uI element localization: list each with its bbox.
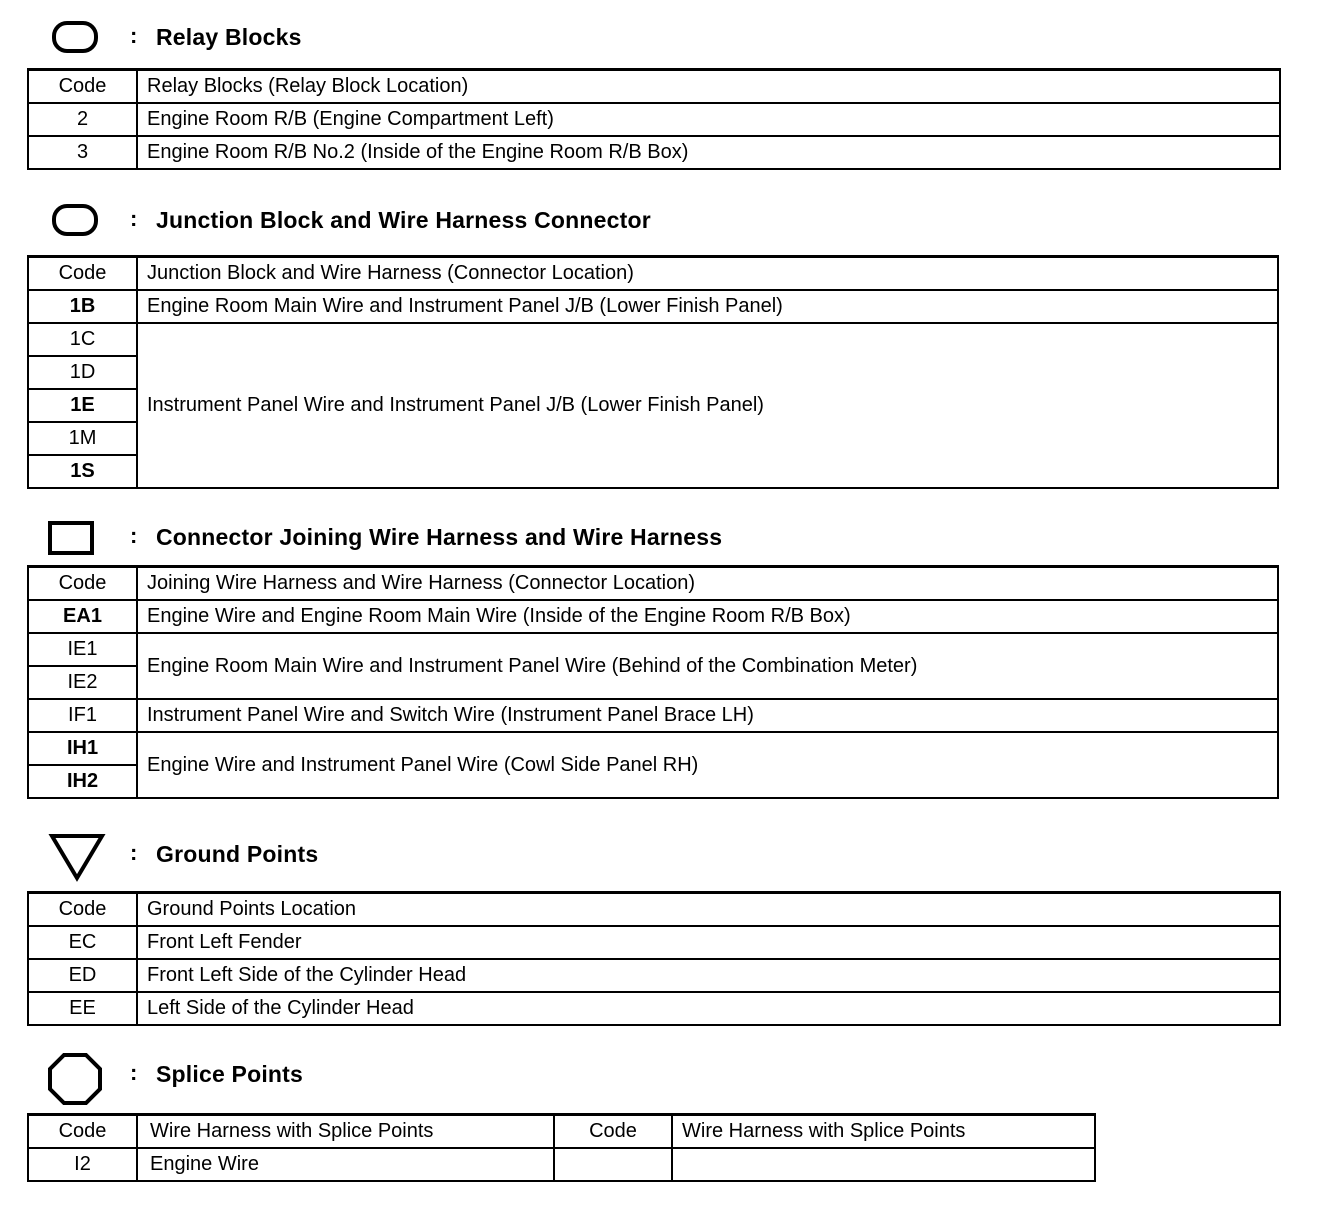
header-description: Relay Blocks (Relay Block Location) bbox=[137, 70, 1280, 104]
table-row bbox=[28, 1148, 1095, 1181]
rounded-rect-icon bbox=[52, 204, 98, 236]
row-description-2 bbox=[672, 1148, 1095, 1181]
table-header-row bbox=[28, 1115, 1095, 1149]
row-description: Engine Wire and Instrument Panel Wire (Cowl Side Panel RH) bbox=[137, 732, 1278, 798]
row-code: IH2 bbox=[28, 765, 137, 798]
header-code: Code bbox=[28, 70, 137, 104]
row-code: IH1 bbox=[28, 732, 137, 765]
rounded-rect-icon bbox=[52, 21, 98, 53]
header-description: Junction Block and Wire Harness (Connector Location) bbox=[137, 257, 1278, 291]
table-row bbox=[28, 732, 1278, 765]
row-description: Left Side of the Cylinder Head bbox=[137, 992, 1280, 1025]
row-code: 1B bbox=[28, 290, 137, 323]
section-heading-junction-block bbox=[0, 200, 900, 240]
header-description: Wire Harness with Splice Points bbox=[137, 1115, 554, 1149]
header-description-2: Wire Harness with Splice Points bbox=[672, 1115, 1095, 1149]
relay-blocks-table bbox=[27, 68, 1281, 170]
triangle-down-icon bbox=[48, 832, 106, 882]
section-title: Junction Block and Wire Harness Connector bbox=[156, 207, 651, 233]
square-icon bbox=[48, 521, 94, 555]
row-code: I2 bbox=[28, 1148, 137, 1181]
section-title: Relay Blocks bbox=[156, 24, 302, 50]
row-code: 1C bbox=[28, 323, 137, 356]
table-row bbox=[28, 103, 1280, 136]
table-row bbox=[28, 926, 1280, 959]
section-heading-relay-blocks bbox=[0, 17, 900, 57]
row-code: EE bbox=[28, 992, 137, 1025]
table-header-row bbox=[28, 70, 1280, 104]
table-row bbox=[28, 600, 1278, 633]
heading-colon: : bbox=[130, 206, 138, 231]
heading-colon: : bbox=[130, 23, 138, 48]
row-code: 1D bbox=[28, 356, 137, 389]
splice-points-table bbox=[27, 1113, 1096, 1182]
table-row bbox=[28, 290, 1278, 323]
heading-colon: : bbox=[130, 840, 138, 865]
row-code-2 bbox=[554, 1148, 672, 1181]
row-code: IE2 bbox=[28, 666, 137, 699]
section-title: Splice Points bbox=[156, 1061, 304, 1087]
row-code: ED bbox=[28, 959, 137, 992]
table-row bbox=[28, 959, 1280, 992]
row-description: Engine Room Main Wire and Instrument Panel Wire (Behind of the Combination Meter) bbox=[137, 633, 1278, 699]
table-row bbox=[28, 699, 1278, 732]
row-code: 3 bbox=[28, 136, 137, 169]
table-row bbox=[28, 136, 1280, 169]
header-code: Code bbox=[28, 893, 137, 927]
row-description: Front Left Fender bbox=[137, 926, 1280, 959]
table-row bbox=[28, 992, 1280, 1025]
row-code: IE1 bbox=[28, 633, 137, 666]
table-header-row bbox=[28, 257, 1278, 291]
section-title: Connector Joining Wire Harness and Wire Harness bbox=[156, 524, 723, 550]
row-code: 2 bbox=[28, 103, 137, 136]
header-description: Joining Wire Harness and Wire Harness (Connector Location) bbox=[137, 567, 1278, 601]
table-row bbox=[28, 323, 1278, 356]
row-description: Engine Wire and Engine Room Main Wire (Inside of the Engine Room R/B Box) bbox=[137, 600, 1278, 633]
row-description: Engine Room R/B (Engine Compartment Left) bbox=[137, 103, 1280, 136]
row-description: Instrument Panel Wire and Switch Wire (Instrument Panel Brace LH) bbox=[137, 699, 1278, 732]
section-heading-ground-points bbox=[0, 834, 900, 884]
row-code: EC bbox=[28, 926, 137, 959]
junction-block-table bbox=[27, 255, 1279, 489]
table-header-row bbox=[28, 567, 1278, 601]
octagon-icon bbox=[47, 1052, 103, 1106]
header-description: Ground Points Location bbox=[137, 893, 1280, 927]
ground-points-table bbox=[27, 891, 1281, 1026]
row-description: Front Left Side of the Cylinder Head bbox=[137, 959, 1280, 992]
header-code: Code bbox=[28, 257, 137, 291]
section-title: Ground Points bbox=[156, 841, 319, 867]
row-description: Engine Room R/B No.2 (Inside of the Engine Room R/B Box) bbox=[137, 136, 1280, 169]
table-row bbox=[28, 633, 1278, 666]
row-description: Engine Wire bbox=[137, 1148, 554, 1181]
row-description: Engine Room Main Wire and Instrument Panel J/B (Lower Finish Panel) bbox=[137, 290, 1278, 323]
connector-joining-table bbox=[27, 565, 1279, 799]
row-code: 1M bbox=[28, 422, 137, 455]
header-code: Code bbox=[28, 567, 137, 601]
row-code: 1S bbox=[28, 455, 137, 488]
table-header-row bbox=[28, 893, 1280, 927]
row-code: IF1 bbox=[28, 699, 137, 732]
header-code: Code bbox=[28, 1115, 137, 1149]
row-code: EA1 bbox=[28, 600, 137, 633]
row-code: 1E bbox=[28, 389, 137, 422]
row-description: Instrument Panel Wire and Instrument Panel J/B (Lower Finish Panel) bbox=[137, 323, 1278, 488]
heading-colon: : bbox=[130, 523, 138, 548]
section-heading-connector-joining bbox=[0, 517, 900, 557]
section-heading-splice-points bbox=[0, 1052, 900, 1108]
header-code-2: Code bbox=[554, 1115, 672, 1149]
heading-colon: : bbox=[130, 1060, 138, 1085]
